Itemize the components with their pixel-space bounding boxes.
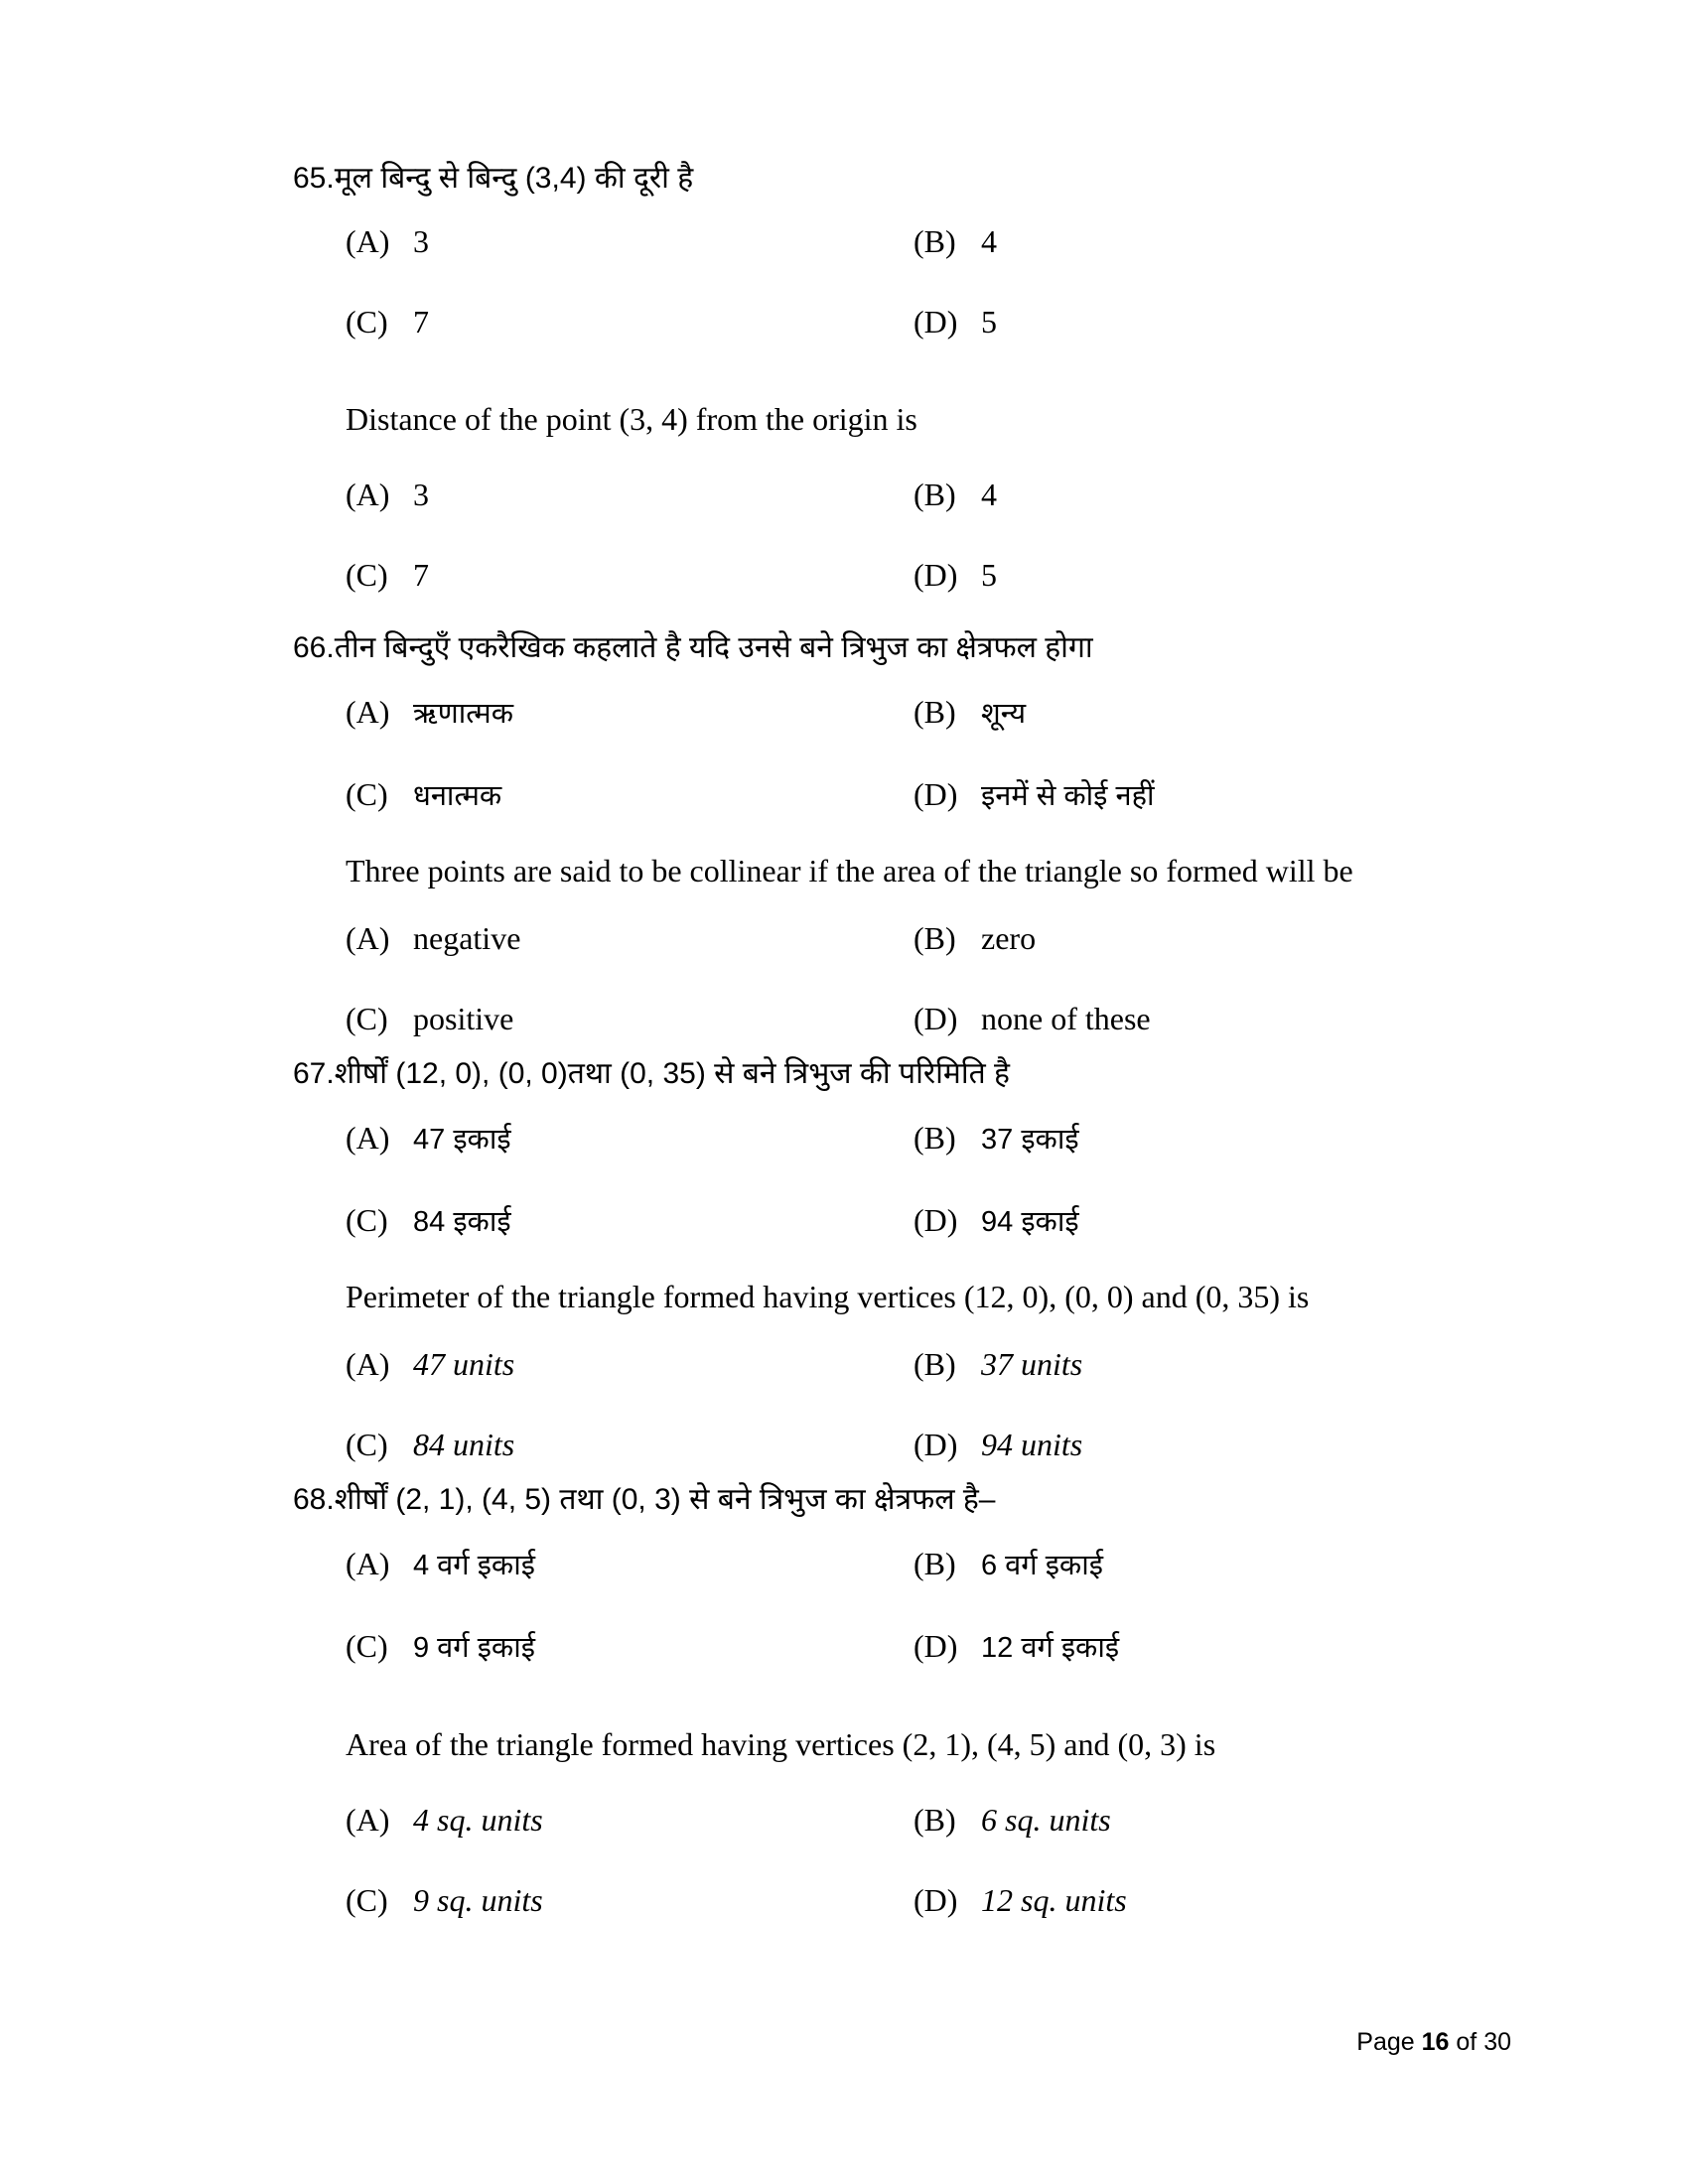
option-value: 37 units	[981, 1346, 1083, 1383]
option-value: 4	[981, 223, 997, 259]
option-value: negative	[413, 920, 521, 957]
option-b-hi-66[interactable]	[914, 693, 1415, 732]
option-value: 9 वर्ग इकाई	[413, 1632, 535, 1665]
option-label: (C)	[346, 1427, 388, 1463]
option-b-en-68[interactable]	[914, 1802, 1415, 1839]
option-d-en-68[interactable]	[914, 1882, 1415, 1919]
option-row	[293, 223, 1415, 260]
option-a-hi-67[interactable]	[293, 1119, 914, 1158]
option-label: (C)	[346, 557, 388, 594]
option-d-hi-65[interactable]	[914, 304, 1415, 341]
option-row	[293, 1545, 1415, 1583]
option-a-hi-65[interactable]	[293, 223, 914, 260]
option-a-hi-66[interactable]	[293, 693, 914, 732]
footer-page-number: 16	[1421, 2028, 1450, 2056]
option-label: (A)	[346, 1802, 390, 1839]
option-value: 6 वर्ग इकाई	[981, 1550, 1103, 1582]
option-c-hi-65[interactable]	[293, 304, 914, 341]
option-d-hi-66[interactable]	[914, 775, 1415, 814]
option-value: 84 इकाई	[413, 1206, 511, 1239]
option-label: (A)	[346, 1346, 390, 1383]
option-row	[293, 1427, 1415, 1463]
option-label: (B)	[914, 223, 956, 259]
option-a-en-67[interactable]	[293, 1346, 914, 1383]
option-value: धनात्मक	[413, 780, 502, 813]
option-value: 4 वर्ग इकाई	[413, 1550, 535, 1582]
question-block-68	[293, 1485, 1415, 1919]
option-value: zero	[981, 920, 1037, 957]
question-text-hi-67: शीर्षों (12, 0), (0, 0)तथा (0, 35) से बने त्रिभुज की परिमिति है	[334, 1057, 1010, 1091]
option-label: (C)	[346, 1882, 388, 1919]
option-label: (A)	[346, 1546, 390, 1582]
footer-prefix: Page	[1356, 2028, 1422, 2056]
option-b-hi-67[interactable]	[914, 1119, 1415, 1158]
option-row	[293, 775, 1415, 814]
option-c-en-68[interactable]	[293, 1882, 914, 1919]
option-label: (C)	[346, 1202, 388, 1239]
option-value: 6 sq. units	[981, 1802, 1111, 1839]
option-label: (B)	[914, 1802, 956, 1839]
option-value: 47 units	[413, 1346, 515, 1383]
footer-total-pages: 30	[1483, 2028, 1511, 2056]
option-label: (B)	[914, 920, 956, 957]
question-text-en-66: Three points are said to be collinear if the area of the triangle so formed will be	[346, 853, 1353, 889]
question-block-67	[293, 1059, 1415, 1463]
option-label: (B)	[914, 1346, 956, 1383]
option-value: 4 sq. units	[413, 1802, 543, 1839]
option-d-hi-68[interactable]	[914, 1627, 1415, 1666]
option-label: (C)	[346, 1628, 388, 1665]
question-text-en-68: Area of the triangle formed having vertices (2, 1), (4, 5) and (0, 3) is	[346, 1726, 1216, 1763]
option-value: 94 इकाई	[981, 1206, 1079, 1239]
option-label: (A)	[346, 694, 390, 731]
option-value: 7	[413, 304, 429, 340]
option-value: शून्य	[981, 698, 1027, 731]
option-row	[293, 557, 1415, 594]
option-label: (D)	[914, 776, 958, 813]
option-row	[293, 1627, 1415, 1666]
option-label: (D)	[914, 1882, 958, 1919]
option-label: (D)	[914, 1001, 958, 1037]
option-value: 37 इकाई	[981, 1124, 1079, 1157]
option-b-en-65[interactable]	[914, 477, 1415, 513]
option-value: 12 वर्ग इकाई	[981, 1632, 1120, 1665]
option-row	[293, 1119, 1415, 1158]
option-value: 47 इकाई	[413, 1124, 511, 1157]
option-row	[293, 920, 1415, 957]
footer-middle: of	[1449, 2028, 1484, 2056]
option-a-en-68[interactable]	[293, 1802, 914, 1839]
option-c-en-66[interactable]	[293, 1001, 914, 1037]
option-row	[293, 304, 1415, 341]
option-row	[293, 1346, 1415, 1383]
question-stem-hi-68	[293, 1485, 1415, 1515]
question-stem-hi-65	[293, 164, 1415, 194]
option-c-hi-68[interactable]	[293, 1627, 914, 1666]
option-value: 84 units	[413, 1427, 515, 1463]
option-c-en-67[interactable]	[293, 1427, 914, 1463]
option-label: (A)	[346, 223, 390, 259]
option-label: (C)	[346, 1001, 388, 1037]
option-c-hi-67[interactable]	[293, 1201, 914, 1240]
option-b-en-67[interactable]	[914, 1346, 1415, 1383]
option-value: 94 units	[981, 1427, 1083, 1463]
option-d-en-65[interactable]	[914, 557, 1415, 594]
question-text-hi-68: शीर्षों (2, 1), (4, 5) तथा (0, 3) से बने त्रिभुज का क्षेत्रफल है–	[334, 1483, 996, 1517]
question-text-hi-66: तीन बिन्दुएँ एकरैखिक कहलाते है यदि उनसे बने त्रिभुज का क्षेत्रफल होगा	[334, 631, 1093, 665]
option-row	[293, 693, 1415, 732]
option-d-en-67[interactable]	[914, 1427, 1415, 1463]
option-b-hi-68[interactable]	[914, 1545, 1415, 1583]
question-number-67: 67.	[293, 1057, 335, 1091]
option-d-hi-67[interactable]	[914, 1201, 1415, 1240]
option-value: 5	[981, 557, 997, 594]
option-value: 3	[413, 477, 429, 513]
option-label: (D)	[914, 1427, 958, 1463]
option-label: (B)	[914, 694, 956, 731]
option-b-en-66[interactable]	[914, 920, 1415, 957]
option-value: 5	[981, 304, 997, 340]
question-stem-hi-66	[293, 633, 1415, 663]
option-a-en-65[interactable]	[293, 477, 914, 513]
option-value: 3	[413, 223, 429, 259]
option-c-hi-66[interactable]	[293, 775, 914, 814]
option-value: 7	[413, 557, 429, 594]
question-number-68: 68.	[293, 1483, 335, 1517]
option-label: (B)	[914, 477, 956, 513]
option-label: (A)	[346, 477, 390, 513]
option-value: positive	[413, 1001, 514, 1037]
option-value: इनमें से कोई नहीं	[981, 780, 1155, 813]
option-label: (D)	[914, 304, 958, 340]
question-stem-hi-67	[293, 1059, 1415, 1089]
option-b-hi-65[interactable]	[914, 223, 1415, 260]
option-value: 4	[981, 477, 997, 513]
option-row	[293, 1001, 1415, 1037]
option-label: (A)	[346, 920, 390, 957]
option-value: 9 sq. units	[413, 1882, 543, 1919]
option-d-en-66[interactable]	[914, 1001, 1415, 1037]
page-footer	[1356, 2028, 1511, 2057]
option-label: (D)	[914, 557, 958, 594]
question-text-en-65: Distance of the point (3, 4) from the origin is	[346, 401, 917, 437]
option-a-en-66[interactable]	[293, 920, 914, 957]
option-label: (A)	[346, 1120, 390, 1157]
option-c-en-65[interactable]	[293, 557, 914, 594]
question-number-66: 66.	[293, 631, 335, 665]
question-number-65: 65.	[293, 162, 335, 195]
option-label: (D)	[914, 1202, 958, 1239]
option-value: ऋणात्मक	[413, 698, 513, 731]
option-label: (B)	[914, 1120, 956, 1157]
option-row	[293, 1882, 1415, 1919]
question-list	[293, 164, 1415, 1919]
question-block-65	[293, 164, 1415, 594]
option-row	[293, 1802, 1415, 1839]
option-label: (C)	[346, 776, 388, 813]
question-text-hi-65: मूल बिन्दु से बिन्दु (3,4) की दूरी है	[334, 162, 694, 195]
option-value: 12 sq. units	[981, 1882, 1127, 1919]
option-value: none of these	[981, 1001, 1151, 1037]
option-label: (B)	[914, 1546, 956, 1582]
option-row	[293, 477, 1415, 513]
question-block-66	[293, 633, 1415, 1037]
option-label: (D)	[914, 1628, 958, 1665]
option-row	[293, 1201, 1415, 1240]
option-label: (C)	[346, 304, 388, 340]
question-text-en-67: Perimeter of the triangle formed having vertices (12, 0), (0, 0) and (0, 35) is	[346, 1279, 1310, 1315]
option-a-hi-68[interactable]	[293, 1545, 914, 1583]
